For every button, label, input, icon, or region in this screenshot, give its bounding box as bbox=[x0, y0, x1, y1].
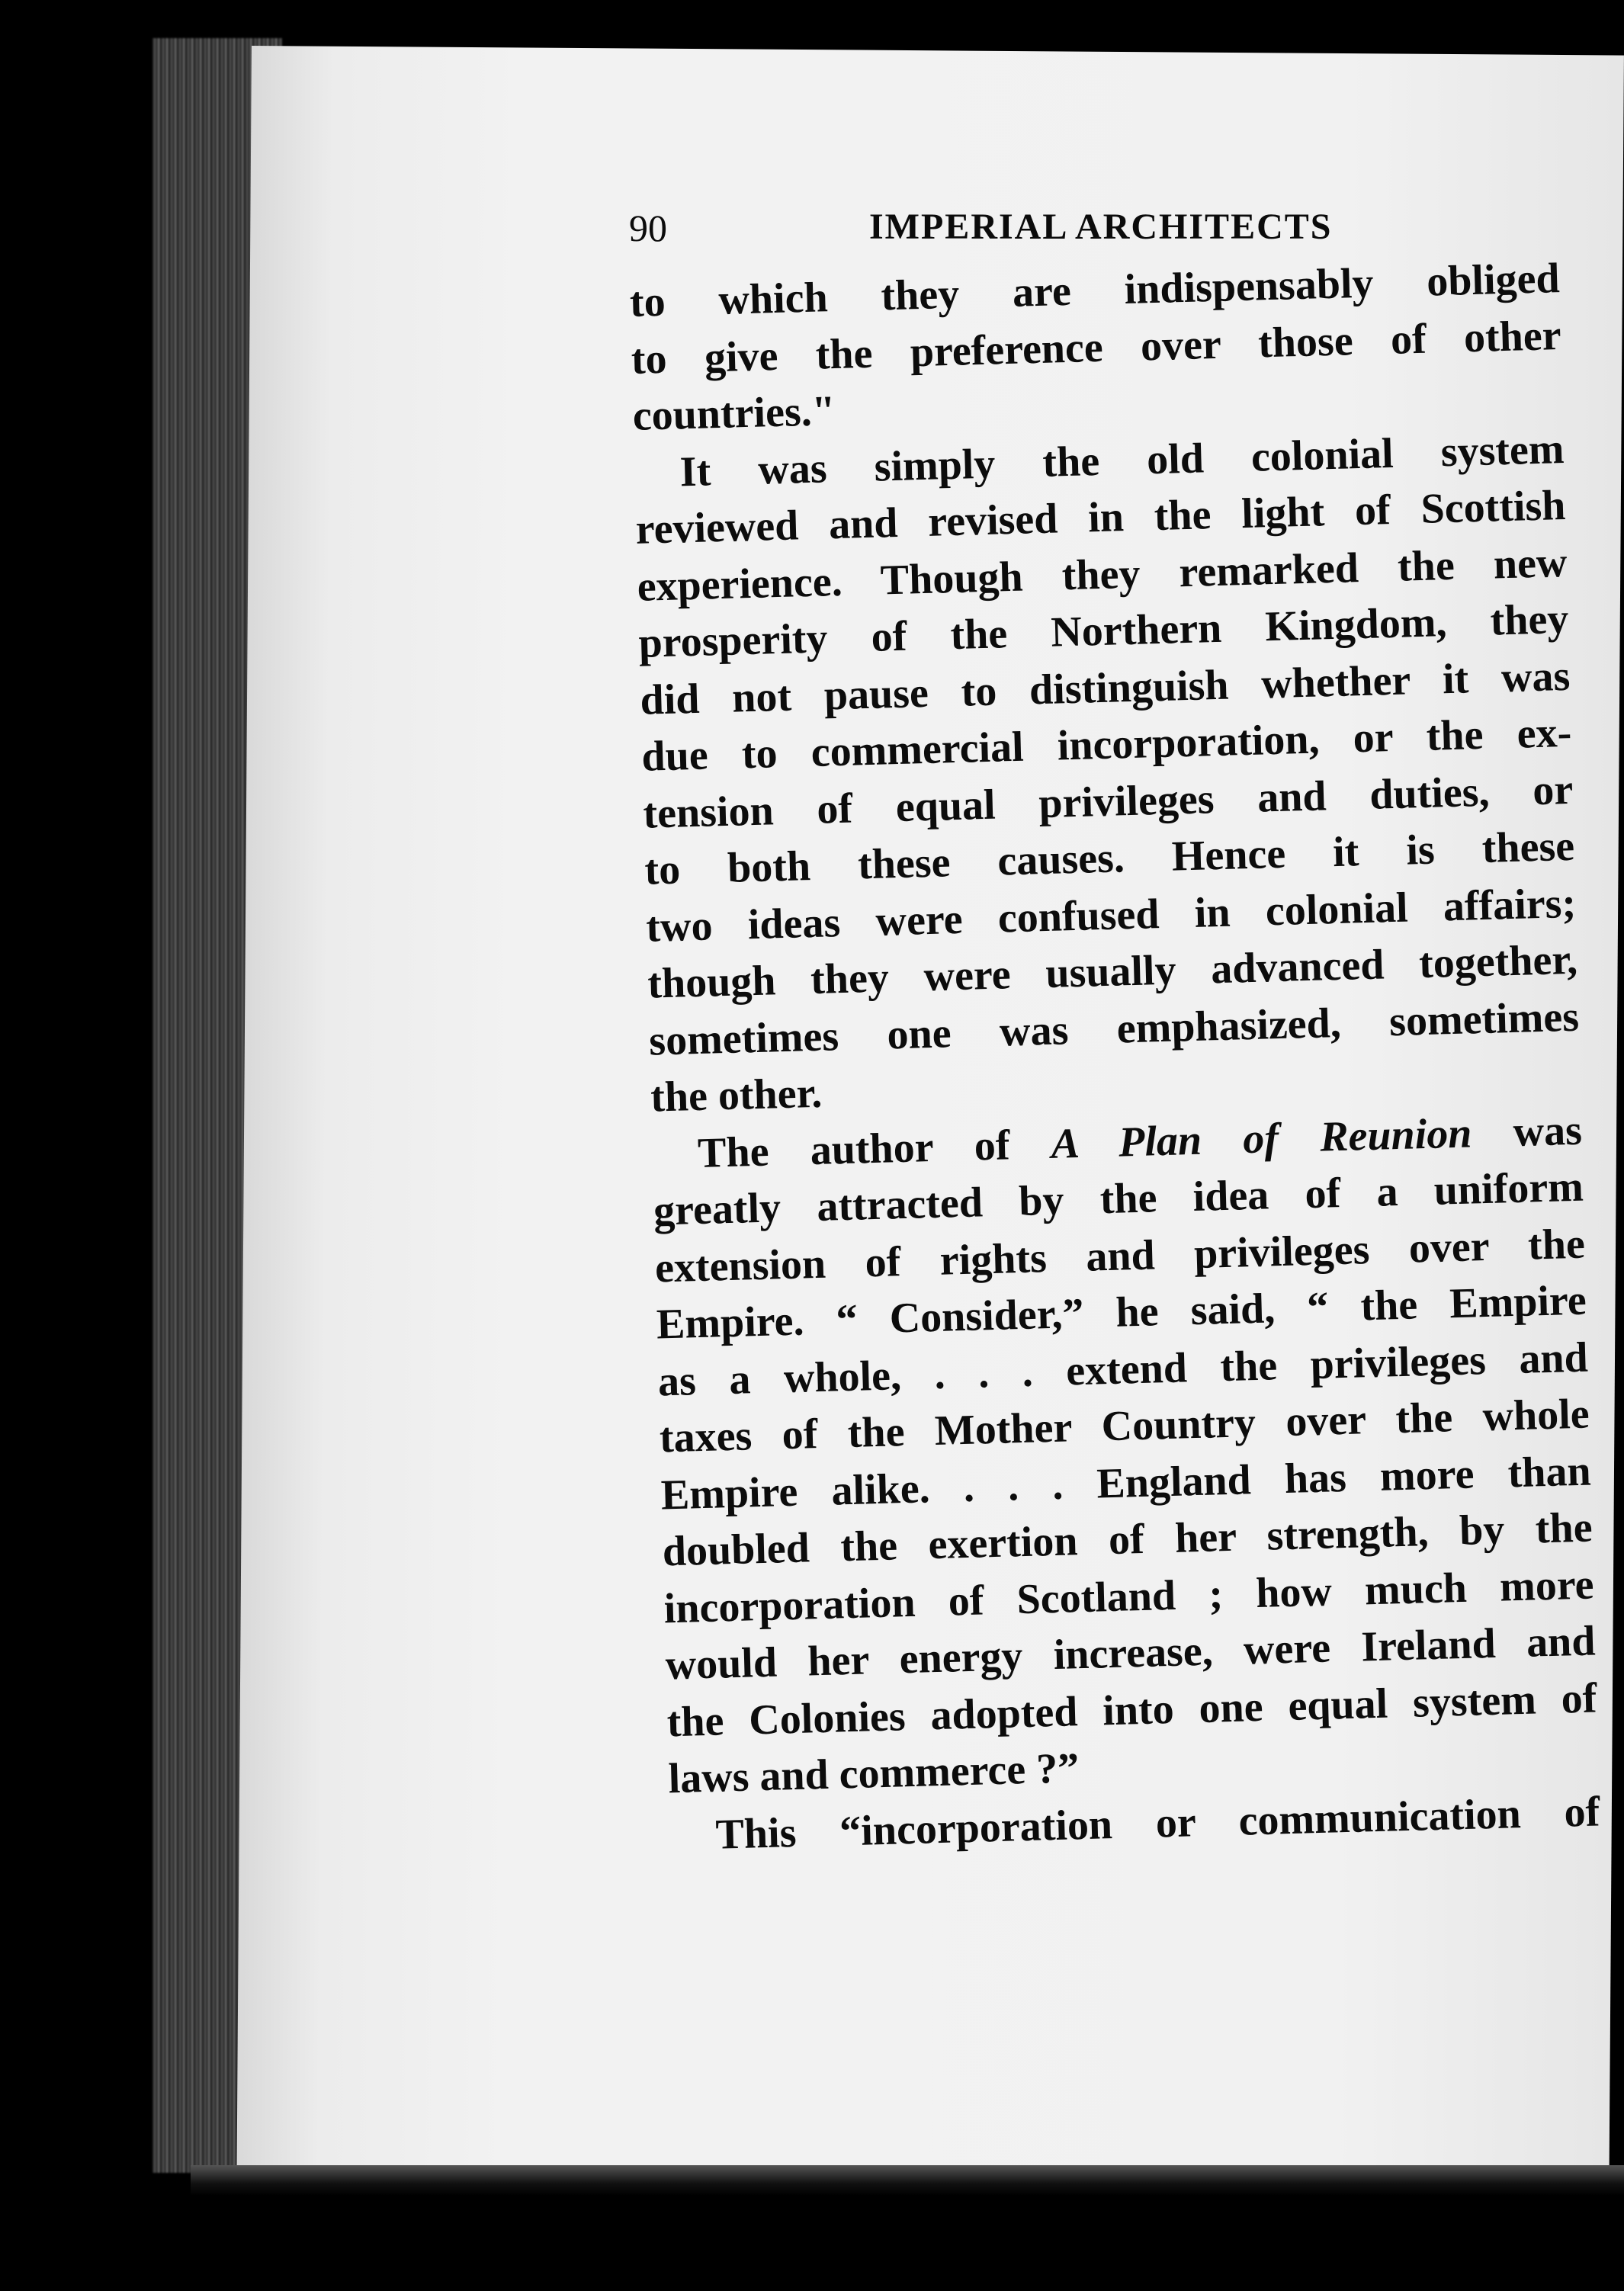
text-line: tension of equal privileges and duties, or bbox=[642, 765, 1574, 838]
text-line: Empire alike. . . . England has more than bbox=[660, 1447, 1592, 1519]
text-line: to give the preference over those of other bbox=[631, 311, 1562, 383]
running-title: IMPERIAL ARCHITECTS bbox=[869, 207, 1333, 247]
text-line: It was simply the old colonial system bbox=[679, 425, 1565, 496]
text-line: did not pause to distinguish whether it was bbox=[639, 652, 1571, 724]
text-line: extension of rights and privileges over the bbox=[654, 1220, 1586, 1292]
text-line: the other. bbox=[650, 1069, 823, 1121]
text-line: the Colonies adopted into one equal system of bbox=[666, 1673, 1598, 1746]
text-line: sometimes one was emphasized, sometimes bbox=[648, 993, 1580, 1065]
paragraph-1 bbox=[629, 250, 1563, 444]
text-line: laws and commerce ?” bbox=[667, 1744, 1080, 1803]
text-line: taxes of the Mother Country over the whole bbox=[659, 1390, 1590, 1462]
text-fragment: was bbox=[1471, 1106, 1583, 1157]
paragraph-3 bbox=[651, 1102, 1599, 1808]
text-line: due to commercial incorporation, or the ex- bbox=[640, 708, 1572, 781]
text-line: Empire. “ Consider,” he said, “ the Empire bbox=[656, 1276, 1587, 1349]
text-line: greatly attracted by the idea of a uniform bbox=[653, 1163, 1584, 1235]
text-line: This “incorporation or communication of bbox=[714, 1787, 1601, 1859]
book-title: A Plan of Reunion bbox=[1050, 1109, 1473, 1168]
text-line: doubled the exertion of her strength, by the bbox=[662, 1503, 1594, 1576]
text-fragment: The author of bbox=[697, 1120, 1052, 1177]
text-line: though they were usually advanced together, bbox=[647, 935, 1578, 1008]
text-line: would her energy increase, were Ireland and bbox=[664, 1617, 1597, 1689]
text-line: as a whole, . . . extend the privileges and bbox=[657, 1333, 1589, 1405]
text-line: to both these causes. Hence it is these bbox=[644, 822, 1575, 894]
body-text bbox=[629, 250, 1600, 1864]
page-bottom-edge bbox=[191, 2165, 1624, 2196]
text-line: reviewed and revised in the light of Scottish bbox=[634, 481, 1567, 553]
paragraph-2 bbox=[634, 420, 1581, 1126]
text-line: countries." bbox=[632, 387, 836, 440]
text-line: incorporation of Scotland ; how much more bbox=[663, 1560, 1595, 1632]
text-line: prosperity of the Northern Kingdom, they bbox=[637, 595, 1570, 667]
text-line: to which they are indispensably obliged bbox=[629, 255, 1561, 326]
text-line: experience. Though they remarked the new bbox=[636, 538, 1568, 611]
text-line: two ideas were confused in colonial affairs; bbox=[645, 879, 1577, 951]
page-number: 90 bbox=[629, 207, 667, 249]
